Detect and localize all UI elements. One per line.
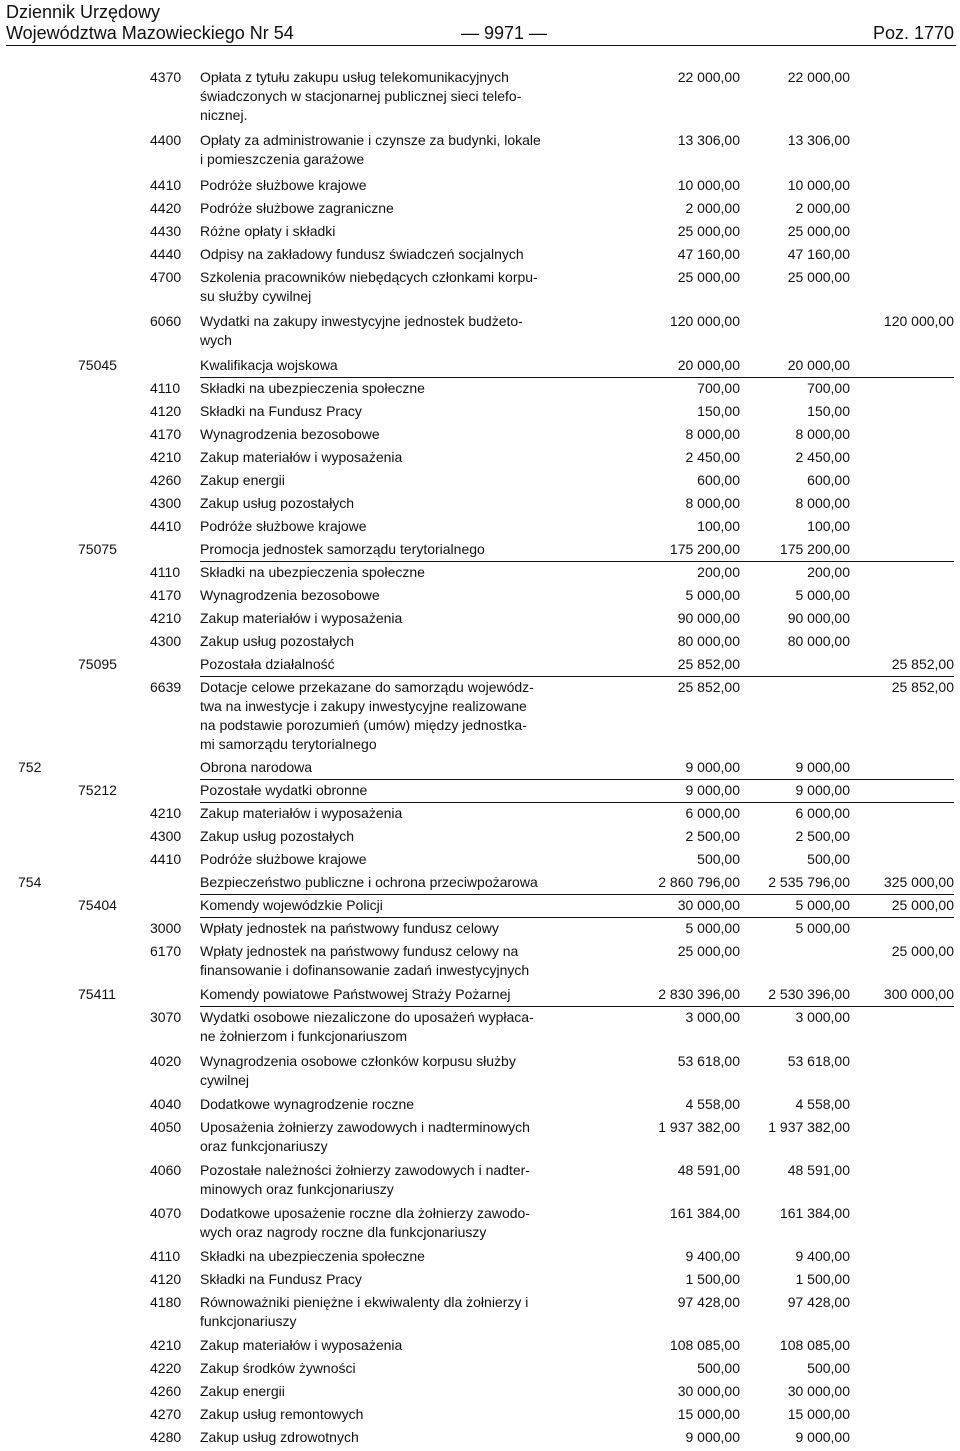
chapter-code: 75045 xyxy=(78,357,117,373)
paragraph-code: 4170 xyxy=(150,426,182,442)
item-description: Zakup materiałów i wyposażenia xyxy=(200,610,403,626)
amount-total: 22 000,00 xyxy=(677,69,740,85)
chapter-code: 75411 xyxy=(78,986,116,1002)
amount-current: 5 000,00 xyxy=(795,897,850,913)
item-description: Wydatki osobowe niezaliczone do uposażeń wypłaca- ne żołnierzom i funkcjonariuszom xyxy=(200,1009,534,1044)
table-row xyxy=(0,1204,960,1242)
chapter-code: 75095 xyxy=(78,656,117,672)
paragraph-code: 4170 xyxy=(150,587,182,603)
table-row xyxy=(0,804,960,823)
table-row xyxy=(0,1008,960,1046)
table-row xyxy=(0,312,960,350)
paragraph-code: 3000 xyxy=(150,920,182,936)
amount-total: 9 000,00 xyxy=(685,1429,740,1445)
item-description: Komendy wojewódzkie Policji xyxy=(200,897,383,913)
item-description: Pozostałe wydatki obronne xyxy=(200,782,368,798)
table-row xyxy=(0,222,960,241)
amount-current: 53 618,00 xyxy=(787,1053,850,1069)
chapter-code: 75075 xyxy=(78,541,117,557)
amount-current: 3 000,00 xyxy=(795,1009,850,1025)
amount-total: 8 000,00 xyxy=(685,426,740,442)
paragraph-code: 4210 xyxy=(150,449,182,465)
table-row xyxy=(0,494,960,513)
journal-issue: Województwa Mazowieckiego Nr 54 xyxy=(6,23,294,43)
item-description: Pozostałe należności żołnierzy zawodowych i nadter- minowych oraz funkcjonariuszy xyxy=(200,1162,530,1197)
amount-current: 5 000,00 xyxy=(795,920,850,936)
amount-current: 108 085,00 xyxy=(779,1337,850,1353)
paragraph-code: 4070 xyxy=(150,1205,182,1221)
table-row xyxy=(0,1052,960,1090)
paragraph-code: 4410 xyxy=(150,177,182,193)
amount-total: 100,00 xyxy=(697,518,740,534)
amount-total: 5 000,00 xyxy=(685,920,740,936)
amount-current: 30 000,00 xyxy=(787,1383,850,1399)
paragraph-code: 4210 xyxy=(150,805,182,821)
table-row xyxy=(0,379,960,398)
table-row xyxy=(0,1270,960,1289)
position-number: Poz. 1770 xyxy=(872,23,954,43)
amount-current: 8 000,00 xyxy=(795,495,850,511)
item-description: Pozostała działalność xyxy=(200,656,335,672)
amount-current: 500,00 xyxy=(807,1360,850,1376)
amount-current: 6 000,00 xyxy=(795,805,850,821)
amount-current: 175 200,00 xyxy=(779,541,850,557)
amount-current: 150,00 xyxy=(807,403,850,419)
section-underline xyxy=(200,917,954,918)
table-row xyxy=(0,758,960,777)
amount-capital: 25 000,00 xyxy=(891,943,954,959)
amount-current: 90 000,00 xyxy=(787,610,850,626)
amount-total: 9 400,00 xyxy=(685,1248,740,1264)
paragraph-code: 4400 xyxy=(150,132,182,148)
item-description: Opłaty za administrowanie i czynsze za budynki, lokale i pomieszczenia garażowe xyxy=(200,132,541,167)
table-row xyxy=(0,1118,960,1156)
table-row xyxy=(0,1428,960,1447)
table-row xyxy=(0,356,960,375)
amount-total: 10 000,00 xyxy=(677,177,740,193)
paragraph-code: 4260 xyxy=(150,1383,182,1399)
amount-current: 1 937 382,00 xyxy=(768,1119,850,1135)
table-row xyxy=(0,1405,960,1424)
paragraph-code: 4270 xyxy=(150,1406,182,1422)
item-description: Składki na Fundusz Pracy xyxy=(200,1271,362,1287)
amount-current: 200,00 xyxy=(807,564,850,580)
table-row xyxy=(0,448,960,467)
table-row xyxy=(0,985,960,1004)
amount-total: 161 384,00 xyxy=(669,1205,740,1221)
item-description: Opłata z tytułu zakupu usług telekomunikacyjnych świadczonych w stacjonarnej publicznej sieci telefo- nicznej. xyxy=(200,69,522,123)
paragraph-code: 4120 xyxy=(150,403,182,419)
item-description: Zakup materiałów i wyposażenia xyxy=(200,805,403,821)
item-description: Zakup materiałów i wyposażenia xyxy=(200,449,403,465)
table-row xyxy=(0,176,960,195)
amount-current: 20 000,00 xyxy=(787,357,850,373)
table-row xyxy=(0,199,960,218)
amount-total: 25 000,00 xyxy=(677,269,740,285)
item-description: Podróże służbowe krajowe xyxy=(200,518,367,534)
amount-total: 2 000,00 xyxy=(685,200,740,216)
budget-table xyxy=(0,68,960,1447)
table-row xyxy=(0,1336,960,1355)
amount-current: 2 535 796,00 xyxy=(768,874,850,890)
amount-current: 500,00 xyxy=(807,851,850,867)
amount-current: 700,00 xyxy=(807,380,850,396)
amount-total: 175 200,00 xyxy=(669,541,740,557)
item-description: Wydatki na zakupy inwestycyjne jednostek budżeto- wych xyxy=(200,313,523,348)
amount-total: 97 428,00 xyxy=(677,1294,740,1310)
amount-current: 100,00 xyxy=(807,518,850,534)
table-row xyxy=(0,850,960,869)
amount-current: 48 591,00 xyxy=(787,1162,850,1178)
paragraph-code: 4120 xyxy=(150,1271,182,1287)
amount-current: 25 000,00 xyxy=(787,223,850,239)
amount-capital: 25 852,00 xyxy=(891,656,954,672)
amount-current: 47 160,00 xyxy=(787,246,850,262)
item-description: Podróże służbowe krajowe xyxy=(200,177,367,193)
section-underline xyxy=(200,1006,954,1007)
amount-total: 25 000,00 xyxy=(677,943,740,959)
paragraph-code: 4260 xyxy=(150,472,182,488)
amount-total: 2 450,00 xyxy=(685,449,740,465)
amount-current: 80 000,00 xyxy=(787,633,850,649)
item-description: Wpłaty jednostek na państwowy fundusz celowy xyxy=(200,920,499,936)
item-description: Podróże służbowe krajowe xyxy=(200,851,367,867)
item-description: Dodatkowe uposażenie roczne dla żołnierzy zawodo- wych oraz nagrody roczne dla funkcjonariuszy xyxy=(200,1205,530,1240)
paragraph-code: 4420 xyxy=(150,200,182,216)
header-rule xyxy=(6,45,956,46)
table-row xyxy=(0,471,960,490)
amount-current: 2 500,00 xyxy=(795,828,850,844)
amount-current: 9 400,00 xyxy=(795,1248,850,1264)
paragraph-code: 4410 xyxy=(150,518,182,534)
table-row xyxy=(0,873,960,892)
item-description: Dodatkowe wynagrodzenie roczne xyxy=(200,1096,415,1112)
amount-total: 150,00 xyxy=(697,403,740,419)
amount-current: 5 000,00 xyxy=(795,587,850,603)
amount-capital: 300 000,00 xyxy=(883,986,954,1002)
table-row xyxy=(0,1293,960,1331)
item-description: Uposażenia żołnierzy zawodowych i nadterminowych oraz funkcjonariuszy xyxy=(200,1119,530,1154)
paragraph-code: 4300 xyxy=(150,495,182,511)
amount-total: 25 000,00 xyxy=(677,223,740,239)
table-row xyxy=(0,919,960,938)
amount-total: 13 306,00 xyxy=(677,132,740,148)
paragraph-code: 4210 xyxy=(150,1337,182,1353)
item-description: Dotacje celowe przekazane do samorządu wojewódz- twa na inwestycje i zakupy inwestycyjne realizowane na podstawie porozumień (umów) między jednostka- mi samorządu terytorialnego xyxy=(200,679,534,752)
amount-current: 4 558,00 xyxy=(795,1096,850,1112)
paragraph-code: 4060 xyxy=(150,1162,182,1178)
paragraph-code: 4020 xyxy=(150,1053,182,1069)
amount-current: 9 000,00 xyxy=(795,782,850,798)
section-underline xyxy=(200,561,954,562)
item-description: Składki na ubezpieczenia społeczne xyxy=(200,564,425,580)
paragraph-code: 4300 xyxy=(150,633,182,649)
amount-total: 30 000,00 xyxy=(677,897,740,913)
section-underline xyxy=(200,377,954,378)
amount-current: 97 428,00 xyxy=(787,1294,850,1310)
table-row xyxy=(0,609,960,628)
table-row xyxy=(0,402,960,421)
amount-total: 25 852,00 xyxy=(677,656,740,672)
item-description: Składki na ubezpieczenia społeczne xyxy=(200,380,425,396)
table-row xyxy=(0,563,960,582)
amount-current: 15 000,00 xyxy=(787,1406,850,1422)
table-row xyxy=(0,517,960,536)
table-row xyxy=(0,678,960,754)
amount-total: 6 000,00 xyxy=(685,805,740,821)
section-underline xyxy=(200,779,954,780)
table-row xyxy=(0,68,960,125)
amount-total: 108 085,00 xyxy=(669,1337,740,1353)
table-row xyxy=(0,131,960,169)
amount-total: 3 000,00 xyxy=(685,1009,740,1025)
item-description: Wpłaty jednostek na państwowy fundusz celowy na finansowanie i dofinansowanie zadań inwestycyjnych xyxy=(200,943,530,978)
amount-total: 80 000,00 xyxy=(677,633,740,649)
amount-total: 120 000,00 xyxy=(669,313,740,329)
amount-current: 8 000,00 xyxy=(795,426,850,442)
table-row xyxy=(0,586,960,605)
paragraph-code: 4210 xyxy=(150,610,182,626)
table-row xyxy=(0,1247,960,1266)
division-code: 752 xyxy=(18,759,42,775)
amount-total: 500,00 xyxy=(697,851,740,867)
amount-current: 25 000,00 xyxy=(787,269,850,285)
paragraph-code: 4110 xyxy=(150,1248,181,1264)
amount-total: 25 852,00 xyxy=(677,679,740,695)
division-code: 754 xyxy=(18,874,42,890)
table-row xyxy=(0,245,960,264)
amount-current: 161 384,00 xyxy=(779,1205,850,1221)
paragraph-code: 4050 xyxy=(150,1119,182,1135)
paragraph-code: 4700 xyxy=(150,269,182,285)
paragraph-code: 4220 xyxy=(150,1360,182,1376)
table-row xyxy=(0,1382,960,1401)
page-number: — 9971 — xyxy=(461,23,548,43)
amount-current: 9 000,00 xyxy=(795,759,850,775)
item-description: Bezpieczeństwo publiczne i ochrona przeciwpożarowa xyxy=(200,874,538,890)
paragraph-code: 4180 xyxy=(150,1294,182,1310)
paragraph-code: 4110 xyxy=(150,564,181,580)
item-description: Odpisy na zakładowy fundusz świadczeń socjalnych xyxy=(200,246,524,262)
amount-total: 500,00 xyxy=(697,1360,740,1376)
journal-title: Dziennik Urzędowy xyxy=(6,2,161,22)
item-description: Zakup energii xyxy=(200,1383,285,1399)
section-underline xyxy=(200,894,954,895)
amount-total: 48 591,00 xyxy=(677,1162,740,1178)
item-description: Składki na Fundusz Pracy xyxy=(200,403,362,419)
table-row xyxy=(0,655,960,674)
item-description: Zakup usług pozostałych xyxy=(200,828,355,844)
amount-total: 9 000,00 xyxy=(685,782,740,798)
paragraph-code: 6170 xyxy=(150,943,182,959)
amount-current: 22 000,00 xyxy=(787,69,850,85)
amount-total: 90 000,00 xyxy=(677,610,740,626)
amount-total: 20 000,00 xyxy=(677,357,740,373)
paragraph-code: 4410 xyxy=(150,851,182,867)
amount-current: 2 530 396,00 xyxy=(768,986,850,1002)
amount-total: 600,00 xyxy=(697,472,740,488)
amount-capital: 25 000,00 xyxy=(891,897,954,913)
item-description: Zakup usług pozostałych xyxy=(200,495,355,511)
amount-total: 9 000,00 xyxy=(685,759,740,775)
table-row xyxy=(0,827,960,846)
amount-total: 2 860 796,00 xyxy=(658,874,740,890)
paragraph-code: 3070 xyxy=(150,1009,182,1025)
item-description: Zakup usług pozostałych xyxy=(200,633,355,649)
amount-total: 5 000,00 xyxy=(685,587,740,603)
item-description: Różne opłaty i składki xyxy=(200,223,336,239)
table-row xyxy=(0,1359,960,1378)
amount-total: 4 558,00 xyxy=(685,1096,740,1112)
item-description: Zakup usług remontowych xyxy=(200,1406,364,1422)
item-description: Zakup środków żywności xyxy=(200,1360,356,1376)
amount-current: 600,00 xyxy=(807,472,850,488)
amount-total: 53 618,00 xyxy=(677,1053,740,1069)
table-row xyxy=(0,632,960,651)
chapter-code: 75404 xyxy=(78,897,117,913)
table-row xyxy=(0,942,960,980)
table-row xyxy=(0,896,960,915)
amount-total: 700,00 xyxy=(697,380,740,396)
amount-total: 30 000,00 xyxy=(677,1383,740,1399)
amount-current: 2 000,00 xyxy=(795,200,850,216)
paragraph-code: 6060 xyxy=(150,313,182,329)
paragraph-code: 4430 xyxy=(150,223,182,239)
amount-current: 2 450,00 xyxy=(795,449,850,465)
item-description: Kwalifikacja wojskowa xyxy=(200,357,338,373)
item-description: Komendy powiatowe Państwowej Straży Pożarnej xyxy=(200,986,511,1002)
table-row xyxy=(0,425,960,444)
table-row xyxy=(0,1161,960,1199)
paragraph-code: 6639 xyxy=(150,679,182,695)
item-description: Szkolenia pracowników niebędących członkami korpu- su służby cywilnej xyxy=(200,269,538,304)
table-row xyxy=(0,781,960,800)
table-row xyxy=(0,1095,960,1114)
item-description: Wynagrodzenia osobowe członków korpusu służby cywilnej xyxy=(200,1053,516,1088)
amount-current: 10 000,00 xyxy=(787,177,850,193)
amount-capital: 325 000,00 xyxy=(883,874,954,890)
amount-current: 13 306,00 xyxy=(787,132,850,148)
section-underline xyxy=(200,676,954,677)
paragraph-code: 4040 xyxy=(150,1096,182,1112)
table-row xyxy=(0,540,960,559)
amount-total: 1 937 382,00 xyxy=(658,1119,740,1135)
journal-subheader xyxy=(6,22,954,44)
amount-capital: 120 000,00 xyxy=(883,313,954,329)
item-description: Zakup usług zdrowotnych xyxy=(200,1429,359,1445)
amount-current: 9 000,00 xyxy=(795,1429,850,1445)
item-description: Składki na ubezpieczenia społeczne xyxy=(200,1248,425,1264)
amount-total: 15 000,00 xyxy=(677,1406,740,1422)
amount-total: 8 000,00 xyxy=(685,495,740,511)
item-description: Zakup energii xyxy=(200,472,285,488)
amount-capital: 25 852,00 xyxy=(891,679,954,695)
item-description: Promocja jednostek samorządu terytorialnego xyxy=(200,541,485,557)
item-description: Równoważniki pieniężne i ekwiwalenty dla żołnierzy i funkcjonariuszy xyxy=(200,1294,529,1329)
item-description: Obrona narodowa xyxy=(200,759,313,775)
chapter-code: 75212 xyxy=(78,782,117,798)
amount-total: 2 830 396,00 xyxy=(658,986,740,1002)
amount-total: 1 500,00 xyxy=(685,1271,740,1287)
amount-total: 47 160,00 xyxy=(677,246,740,262)
item-description: Zakup materiałów i wyposażenia xyxy=(200,1337,403,1353)
amount-total: 200,00 xyxy=(697,564,740,580)
item-description: Wynagrodzenia bezosobowe xyxy=(200,587,380,603)
paragraph-code: 4280 xyxy=(150,1429,182,1445)
item-description: Podróże służbowe zagraniczne xyxy=(200,200,394,216)
amount-total: 2 500,00 xyxy=(685,828,740,844)
paragraph-code: 4300 xyxy=(150,828,182,844)
paragraph-code: 4440 xyxy=(150,246,182,262)
section-underline xyxy=(200,802,954,803)
paragraph-code: 4110 xyxy=(150,380,181,396)
paragraph-code: 4370 xyxy=(150,69,182,85)
amount-current: 1 500,00 xyxy=(795,1271,850,1287)
table-row xyxy=(0,268,960,306)
item-description: Wynagrodzenia bezosobowe xyxy=(200,426,380,442)
